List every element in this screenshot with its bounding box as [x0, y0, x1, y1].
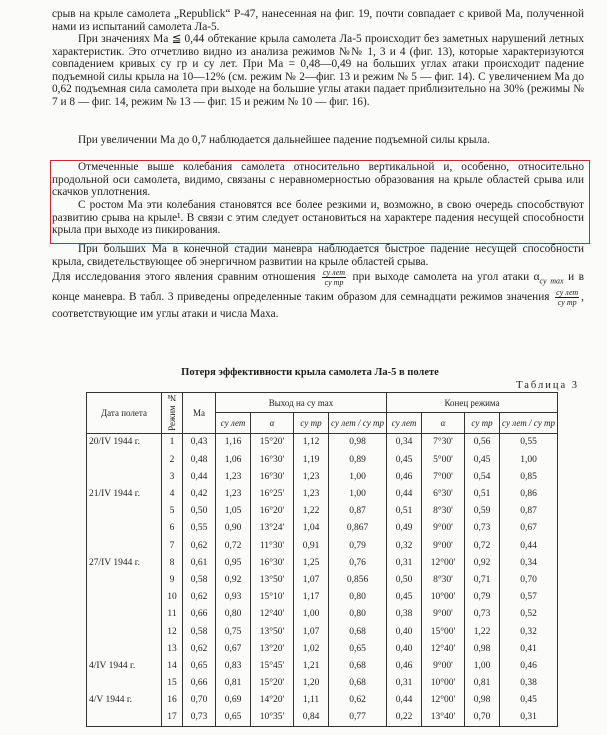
table-row	[87, 451, 558, 468]
cell-ratio: 1,00	[329, 468, 387, 485]
cell-cy-let-end: 0,34	[387, 433, 422, 451]
cell-alpha-end: 12°00'	[422, 692, 465, 709]
cell-date: 4/IV 1944 г.	[87, 657, 162, 674]
cell-cy-tr: 0,91	[294, 537, 329, 554]
cell-date	[87, 623, 162, 640]
cell-cy-let-end: 0,45	[387, 451, 422, 468]
cell-cy-tr: 1,23	[294, 468, 329, 485]
paragraph-investigation: Для исследования этого явления сравним отношения $\frac{\text{cу лет}}{\text{cу тр}}$ при выходе самолета на угол атаки $\alpha_{су max}$ и в конце маневра. В табл. 3 приведены определенные таким образом для семнадцати режимов значения $\frac{\text{cу лет}}{\text{cу тр}}$ , соответствующие им углы атаки и числа Маха.	[52, 268, 585, 321]
investigation-text-b: при выходе самолета на угол атаки α	[352, 271, 540, 284]
cell-cy-let: 1,23	[216, 468, 251, 485]
cell-ratio: 0,77	[329, 709, 387, 727]
table-row	[87, 692, 558, 709]
cell-cy-let: 0,65	[216, 709, 251, 727]
ratio-fraction-1: $\frac{\text{cу лет}}{\text{cу тр}}$	[323, 268, 346, 287]
cell-ratio: 1,00	[329, 485, 387, 502]
cell-alpha: 14°20'	[251, 692, 294, 709]
table-title: Потеря эффективности крыла самолета Ла-5 в полете	[181, 367, 439, 378]
cell-cy-let-end: 0,44	[387, 485, 422, 502]
cell-ma: 0,73	[183, 709, 216, 727]
header-cy-tr: cу тр	[294, 413, 329, 433]
cell-ratio: 0,68	[329, 657, 387, 674]
paragraph-oscillations: Отмеченные выше колебания самолета относительно вертикальной и, особенно, относительно продольной оси самолета, видимо, связаны с неравномерностью образования на крыле областей срыва или скачков уплотнения.	[52, 161, 584, 198]
table-row	[87, 657, 558, 674]
cell-date	[87, 520, 162, 537]
cell-cy-tr-end: 0,73	[465, 606, 500, 623]
cell-regime: 12	[162, 623, 183, 640]
table-row	[87, 468, 558, 485]
cell-alpha-end: 9°00'	[422, 657, 465, 674]
header-end-group: Конец режима	[387, 393, 558, 413]
cell-date	[87, 589, 162, 606]
cell-ratio: 0,80	[329, 606, 387, 623]
cell-cy-let-end: 0,40	[387, 623, 422, 640]
cell-alpha-end: 9°00'	[422, 606, 465, 623]
cell-cy-tr-end: 0,56	[465, 433, 500, 451]
cell-cy-tr: 1,25	[294, 554, 329, 571]
cell-alpha: 16°30'	[251, 468, 294, 485]
cell-alpha-end: 10°00'	[422, 589, 465, 606]
table-row	[87, 589, 558, 606]
cell-alpha: 16°30'	[251, 554, 294, 571]
cell-alpha-end: 12°40'	[422, 640, 465, 657]
cell-regime: 15	[162, 675, 183, 692]
cell-cy-let: 0,95	[216, 554, 251, 571]
cell-regime: 10	[162, 589, 183, 606]
ratio-fraction-2: $\frac{\text{cу лет}}{\text{cу тр}}$	[556, 288, 579, 308]
cell-cy-let: 0,83	[216, 657, 251, 674]
cell-regime: 3	[162, 468, 183, 485]
paragraph-ma-growth: С ростом Ма эти колебания становятся все более резкими и, возможно, в свою очередь способствуют развитию срыва на крыле¹. В связи с этим следует остановиться на характере падения несущей способности крыла при выходе из пикирования.	[52, 199, 584, 236]
cell-cy-tr-end: 0,45	[465, 451, 500, 468]
cell-alpha-end: 10°00'	[422, 675, 465, 692]
cell-alpha-end: 7°00'	[422, 468, 465, 485]
header-regime: Режим №	[162, 393, 183, 434]
table-row	[87, 623, 558, 640]
table-row	[87, 571, 558, 588]
table-row	[87, 640, 558, 657]
cell-cy-tr: 1,07	[294, 623, 329, 640]
cell-cy-tr-end: 0,51	[465, 485, 500, 502]
cell-ma: 0,62	[183, 640, 216, 657]
cell-ma: 0,66	[183, 606, 216, 623]
cell-alpha-end: 9°00'	[422, 537, 465, 554]
cell-alpha: 13°24'	[251, 520, 294, 537]
cell-ma: 0,58	[183, 571, 216, 588]
cell-alpha-end: 8°30'	[422, 571, 465, 588]
cell-cy-tr-end: 0,71	[465, 571, 500, 588]
table-number-label: Таблица 3	[516, 380, 579, 391]
cell-date	[87, 451, 162, 468]
cell-cy-tr: 1,12	[294, 433, 329, 451]
cell-regime: 8	[162, 554, 183, 571]
cell-cy-tr: 1,22	[294, 503, 329, 520]
cell-alpha-end: 15°00'	[422, 623, 465, 640]
cell-cy-let-end: 0,45	[387, 589, 422, 606]
cell-ratio-end: 0,46	[500, 657, 558, 674]
cell-cy-let-end: 0,46	[387, 657, 422, 674]
cell-cy-let-end: 0,46	[387, 468, 422, 485]
cell-cy-tr: 1,20	[294, 675, 329, 692]
cell-cy-let-end: 0,22	[387, 709, 422, 727]
cell-alpha-end: 12°00'	[422, 554, 465, 571]
cell-ratio: 0,87	[329, 503, 387, 520]
cell-ma: 0,50	[183, 503, 216, 520]
table-row	[87, 606, 558, 623]
cell-ma: 0,44	[183, 468, 216, 485]
cell-cy-tr: 1,19	[294, 451, 329, 468]
header-date: Дата полета	[87, 393, 162, 434]
header-alpha: α	[251, 413, 294, 433]
cell-cy-tr: 1,04	[294, 520, 329, 537]
cell-cy-tr: 0,84	[294, 709, 329, 727]
cell-ma: 0,58	[183, 623, 216, 640]
cell-regime: 11	[162, 606, 183, 623]
header-ratio: cу лет / cу тр	[329, 413, 387, 433]
cell-cy-let: 0,75	[216, 623, 251, 640]
cell-cy-let-end: 0,31	[387, 675, 422, 692]
cell-alpha: 10°35'	[251, 709, 294, 727]
cell-alpha: 13°20'	[251, 640, 294, 657]
cell-cy-let: 0,67	[216, 640, 251, 657]
cell-ratio-end: 0,67	[500, 520, 558, 537]
cell-date	[87, 537, 162, 554]
cell-ma: 0,61	[183, 554, 216, 571]
cell-date: 20/IV 1944 г.	[87, 433, 162, 451]
cell-regime: 17	[162, 709, 183, 727]
cell-cy-let: 1,23	[216, 485, 251, 502]
cell-cy-let-end: 0,44	[387, 692, 422, 709]
cell-alpha-end: 9°00'	[422, 520, 465, 537]
cell-regime: 4	[162, 485, 183, 502]
table-row	[87, 485, 558, 502]
cell-alpha: 16°20'	[251, 503, 294, 520]
paragraph-ma-07: При увеличении Ма до 0,7 наблюдается дальнейшее падение подъемной силы крыла.	[78, 134, 490, 146]
cell-cy-let: 0,81	[216, 675, 251, 692]
table-row	[87, 537, 558, 554]
cell-date	[87, 640, 162, 657]
table-row	[87, 554, 558, 571]
cell-ratio: 0,89	[329, 451, 387, 468]
cell-cy-let: 0,92	[216, 571, 251, 588]
cell-cy-let: 1,05	[216, 503, 251, 520]
cell-regime: 14	[162, 657, 183, 674]
cell-ma: 0,66	[183, 675, 216, 692]
cell-ma: 0,65	[183, 657, 216, 674]
cell-ratio: 0,79	[329, 537, 387, 554]
cell-cy-tr-end: 0,73	[465, 520, 500, 537]
cell-regime: 7	[162, 537, 183, 554]
cell-ratio-end: 0,34	[500, 554, 558, 571]
cell-cy-tr-end: 1,00	[465, 657, 500, 674]
header-cy-let: cу лет	[216, 413, 251, 433]
header-alpha-end: α	[422, 413, 465, 433]
cell-ratio-end: 0,41	[500, 640, 558, 657]
cell-regime: 16	[162, 692, 183, 709]
cell-cy-let-end: 0,49	[387, 520, 422, 537]
cell-ratio: 0,80	[329, 589, 387, 606]
cell-cy-tr: 1,21	[294, 657, 329, 674]
cell-alpha-end: 7°30'	[422, 433, 465, 451]
cell-cy-tr-end: 0,92	[465, 554, 500, 571]
cell-alpha: 15°45'	[251, 657, 294, 674]
cell-ratio: 0,68	[329, 675, 387, 692]
cell-cy-let: 0,69	[216, 692, 251, 709]
cell-ratio-end: 0,85	[500, 468, 558, 485]
cell-ma: 0,62	[183, 537, 216, 554]
cell-cy-let-end: 0,31	[387, 554, 422, 571]
cell-cy-let-end: 0,51	[387, 503, 422, 520]
cell-regime: 13	[162, 640, 183, 657]
cell-date: 27/IV 1944 г.	[87, 554, 162, 571]
table-row	[87, 520, 558, 537]
cell-ratio-end: 0,86	[500, 485, 558, 502]
cell-regime: 1	[162, 433, 183, 451]
cell-ma: 0,48	[183, 451, 216, 468]
cell-cy-tr-end: 0,81	[465, 675, 500, 692]
cell-ratio-end: 0,31	[500, 709, 558, 727]
cell-ratio-end: 0,32	[500, 623, 558, 640]
cell-ratio-end: 0,55	[500, 433, 558, 451]
cell-cy-tr-end: 0,79	[465, 589, 500, 606]
cell-cy-let-end: 0,50	[387, 571, 422, 588]
cell-cy-let-end: 0,38	[387, 606, 422, 623]
cell-alpha: 16°25'	[251, 485, 294, 502]
header-exit-group: Выход на cу max	[216, 393, 387, 413]
cell-cy-tr: 1,00	[294, 606, 329, 623]
cell-alpha: 11°30'	[251, 537, 294, 554]
table-row	[87, 503, 558, 520]
investigation-text-a: Для исследования этого явления сравним отношения	[52, 271, 316, 284]
cell-alpha: 13°50'	[251, 623, 294, 640]
table-row	[87, 675, 558, 692]
cell-alpha-end: 5°00'	[422, 451, 465, 468]
cell-alpha: 15°20'	[251, 433, 294, 451]
cell-ratio-end: 0,44	[500, 537, 558, 554]
cell-ratio-end: 0,45	[500, 692, 558, 709]
cell-cy-let: 0,93	[216, 589, 251, 606]
investigation-text-c: и в конце маневра. В табл. 3 приведены определенные таким образом для семнадцати режимов значения	[52, 271, 585, 304]
cell-ratio-end: 0,52	[500, 606, 558, 623]
cell-ratio: 0,62	[329, 692, 387, 709]
paragraph-large-ma: При больших Ма в конечной стадии маневра наблюдается быстрое падение несущей способности крыла, свидетельствующее об энергичном развитии на крыле областей срыва.	[52, 243, 584, 268]
cell-alpha: 12°40'	[251, 606, 294, 623]
cell-ratio-end: 0,38	[500, 675, 558, 692]
cell-cy-tr-end: 0,98	[465, 692, 500, 709]
cell-cy-let: 0,90	[216, 520, 251, 537]
cell-ratio-end: 0,57	[500, 589, 558, 606]
cell-date	[87, 606, 162, 623]
cell-date	[87, 571, 162, 588]
cell-alpha-end: 6°30'	[422, 485, 465, 502]
cell-ratio: 0,65	[329, 640, 387, 657]
header-ma: Ма	[183, 393, 216, 434]
cell-ratio: 0,98	[329, 433, 387, 451]
cell-ratio-end: 1,00	[500, 451, 558, 468]
cell-alpha-end: 8°30'	[422, 503, 465, 520]
cell-ma: 0,43	[183, 433, 216, 451]
cell-date	[87, 503, 162, 520]
cell-alpha-end: 13°40'	[422, 709, 465, 727]
cell-ma: 0,62	[183, 589, 216, 606]
cell-cy-tr-end: 1,22	[465, 623, 500, 640]
cell-date: 21/IV 1944 г.	[87, 485, 162, 502]
table-body	[87, 433, 558, 726]
cell-ma: 0,55	[183, 520, 216, 537]
cell-cy-tr-end: 0,59	[465, 503, 500, 520]
cell-cy-tr-end: 0,70	[465, 709, 500, 727]
cell-alpha: 15°10'	[251, 589, 294, 606]
cell-regime: 9	[162, 571, 183, 588]
cell-ma: 0,70	[183, 692, 216, 709]
cell-regime: 6	[162, 520, 183, 537]
cell-cy-tr: 1,02	[294, 640, 329, 657]
cell-ratio: 0,856	[329, 571, 387, 588]
cell-cy-tr: 1,11	[294, 692, 329, 709]
cell-date	[87, 675, 162, 692]
cell-ratio: 0,76	[329, 554, 387, 571]
cell-cy-let: 1,06	[216, 451, 251, 468]
cell-date	[87, 468, 162, 485]
cell-ratio-end: 0,87	[500, 503, 558, 520]
header-cy-let-end: cу лет	[387, 413, 422, 433]
header-cy-tr-end: cу тр	[465, 413, 500, 433]
cell-regime: 2	[162, 451, 183, 468]
cell-alpha: 15°20'	[251, 675, 294, 692]
cell-date: 4/V 1944 г.	[87, 692, 162, 709]
header-ratio-end: cу лет / cу тр	[500, 413, 558, 433]
cell-ratio: 0,68	[329, 623, 387, 640]
cell-cy-let: 0,72	[216, 537, 251, 554]
cell-cy-tr: 1,17	[294, 589, 329, 606]
cell-cy-let-end: 0,40	[387, 640, 422, 657]
investigation-text-d: , соответствующие им углы атаки и числа Маха.	[52, 291, 584, 321]
paragraph-intro: срыв на крыле самолета „Republick“ Р-47, нанесенная на фиг. 19, почти совпадает с кривой Ма, полученной нами из испытаний самолета Ла-5.	[52, 8, 584, 33]
cell-regime: 5	[162, 503, 183, 520]
cell-date	[87, 709, 162, 727]
cell-alpha: 13°50'	[251, 571, 294, 588]
cell-ma: 0,42	[183, 485, 216, 502]
cell-alpha: 16°30'	[251, 451, 294, 468]
table-row	[87, 433, 558, 451]
cell-cy-let-end: 0,32	[387, 537, 422, 554]
data-table	[86, 392, 558, 727]
cell-cy-let: 0,80	[216, 606, 251, 623]
table-row	[87, 709, 558, 727]
cell-cy-tr: 1,23	[294, 485, 329, 502]
cell-ratio-end: 0,70	[500, 571, 558, 588]
cell-cy-tr-end: 0,54	[465, 468, 500, 485]
cell-cy-tr-end: 0,98	[465, 640, 500, 657]
cell-cy-let: 1,16	[216, 433, 251, 451]
cell-ratio: 0,867	[329, 520, 387, 537]
paragraph-ma-values: При значениях Ма ≦ 0,44 обтекание крыла самолета Ла-5 происходит без заметных нарушений летных характеристик. Это отчетливо видно из анализа режимов №№ 1, 3 и 4 (фиг. 13), которые характеризуются совпадением кривых cу гр и cу лет. При Ма = 0,48—0,49 на больших углах атаки происходит падение подъемной силы крыла на 10—12% (см. режим № 2—фиг. 13 и режим № 5 — фиг. 14). С увеличением Ма до 0,62 подъемная сила самолета при выходе на большие углы атаки падает приблизительно на 30% (режимы № 7 и 8 — фиг. 14, режим № 13 — фиг. 15 и режим № 10 — фиг. 16).	[52, 33, 584, 108]
cell-cy-tr: 1,07	[294, 571, 329, 588]
cell-cy-tr-end: 0,72	[465, 537, 500, 554]
